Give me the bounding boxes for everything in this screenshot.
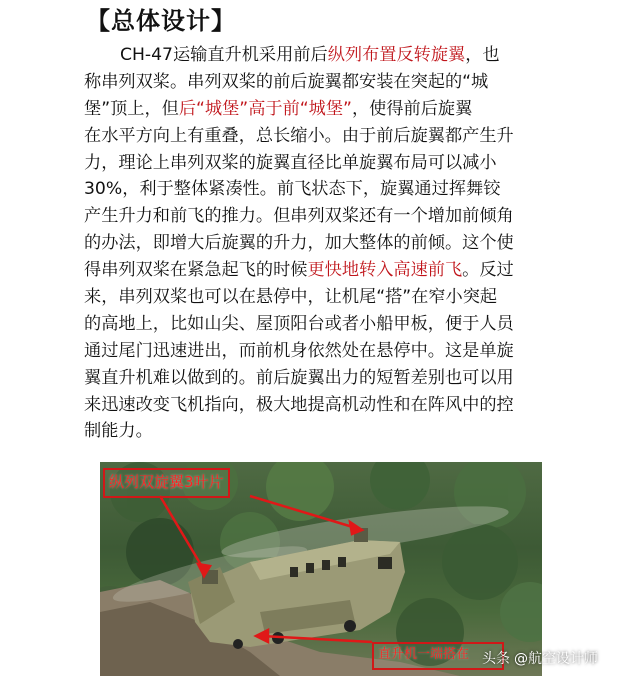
highlighted-phrase: 纵列布置反转旋翼 — [327, 45, 466, 65]
text-segment: 的高地上，比如山尖、屋顶阳台或者小船甲板，便于人员 — [84, 313, 514, 334]
text-segment: ，也 — [465, 45, 500, 65]
text-segment: 得串列双桨在紧急起飞的时候 — [84, 260, 308, 281]
text-segment: 。反过 — [462, 260, 514, 281]
paragraph-line — [84, 392, 554, 419]
body-paragraph — [84, 42, 554, 445]
paragraph-line — [84, 42, 554, 69]
text-segment: 来迅速改变飞机指向，极大地提高机动性和在阵风中的控 — [84, 394, 514, 415]
text-segment: ，使得前后旋翼 — [351, 98, 473, 119]
paragraph-line — [84, 418, 554, 445]
watermark-platform: 头条 — [482, 651, 510, 667]
paragraph-line — [84, 123, 554, 150]
paragraph-line — [84, 96, 554, 123]
text-segment: 来，串列双桨也可以在悬停中，让机尾“搭”在窄小突起 — [84, 287, 498, 308]
paragraph-line — [84, 257, 554, 284]
watermark-account: @航空设计师 — [514, 651, 598, 667]
text-segment: 30%，利于整体紧凑性。前飞状态下，旋翼通过挥舞铰 — [84, 179, 501, 200]
source-watermark — [482, 648, 598, 670]
text-segment: 通过尾门迅速进出，而前机身依然处在悬停中。这是单旋 — [84, 340, 514, 361]
paragraph-line — [84, 230, 554, 257]
text-segment: 力，理论上串列双桨的旋翼直径比单旋翼布局可以减小 — [84, 152, 497, 173]
text-segment: 产生升力和前飞的推力。但串列双桨还有一个增加前倾角 — [84, 206, 514, 227]
text-segment: 翼直升机难以做到的。前后旋翼出力的短暂差别也可以用 — [84, 367, 514, 388]
paragraph-line — [84, 150, 554, 177]
highlighted-phrase: 更快地转入高速前飞 — [307, 260, 463, 281]
text-segment: 在水平方向上有重叠，总长缩小。由于前后旋翼都产生升 — [84, 125, 514, 146]
text-segment: 制能力。 — [84, 421, 153, 442]
paragraph-line — [84, 365, 554, 392]
annotation-label-tail-perch: 直升机一端搭在 — [372, 642, 504, 670]
paragraph-line — [84, 203, 554, 230]
paragraph-line — [84, 338, 554, 365]
text-segment: 的办法，即增大后旋翼的升力，加大整体的前倾。这个使 — [84, 233, 514, 254]
text-segment: CH-47运输直升机采用前后 — [120, 45, 328, 65]
paragraph-line — [84, 69, 554, 96]
text-segment: 堡”顶上，但 — [84, 98, 179, 119]
paragraph-line — [84, 176, 554, 203]
paragraph-line — [84, 311, 554, 338]
paragraph-line — [84, 284, 554, 311]
highlighted-phrase: 后“城堡”高于前“城堡” — [178, 98, 352, 119]
annotation-label-rotors: 纵列双旋翼3叶片 — [103, 468, 230, 498]
section-heading: 【总体设计】 — [86, 7, 236, 35]
text-segment: 称串列双桨。串列双桨的前后旋翼都安装在突起的“城 — [84, 71, 489, 92]
